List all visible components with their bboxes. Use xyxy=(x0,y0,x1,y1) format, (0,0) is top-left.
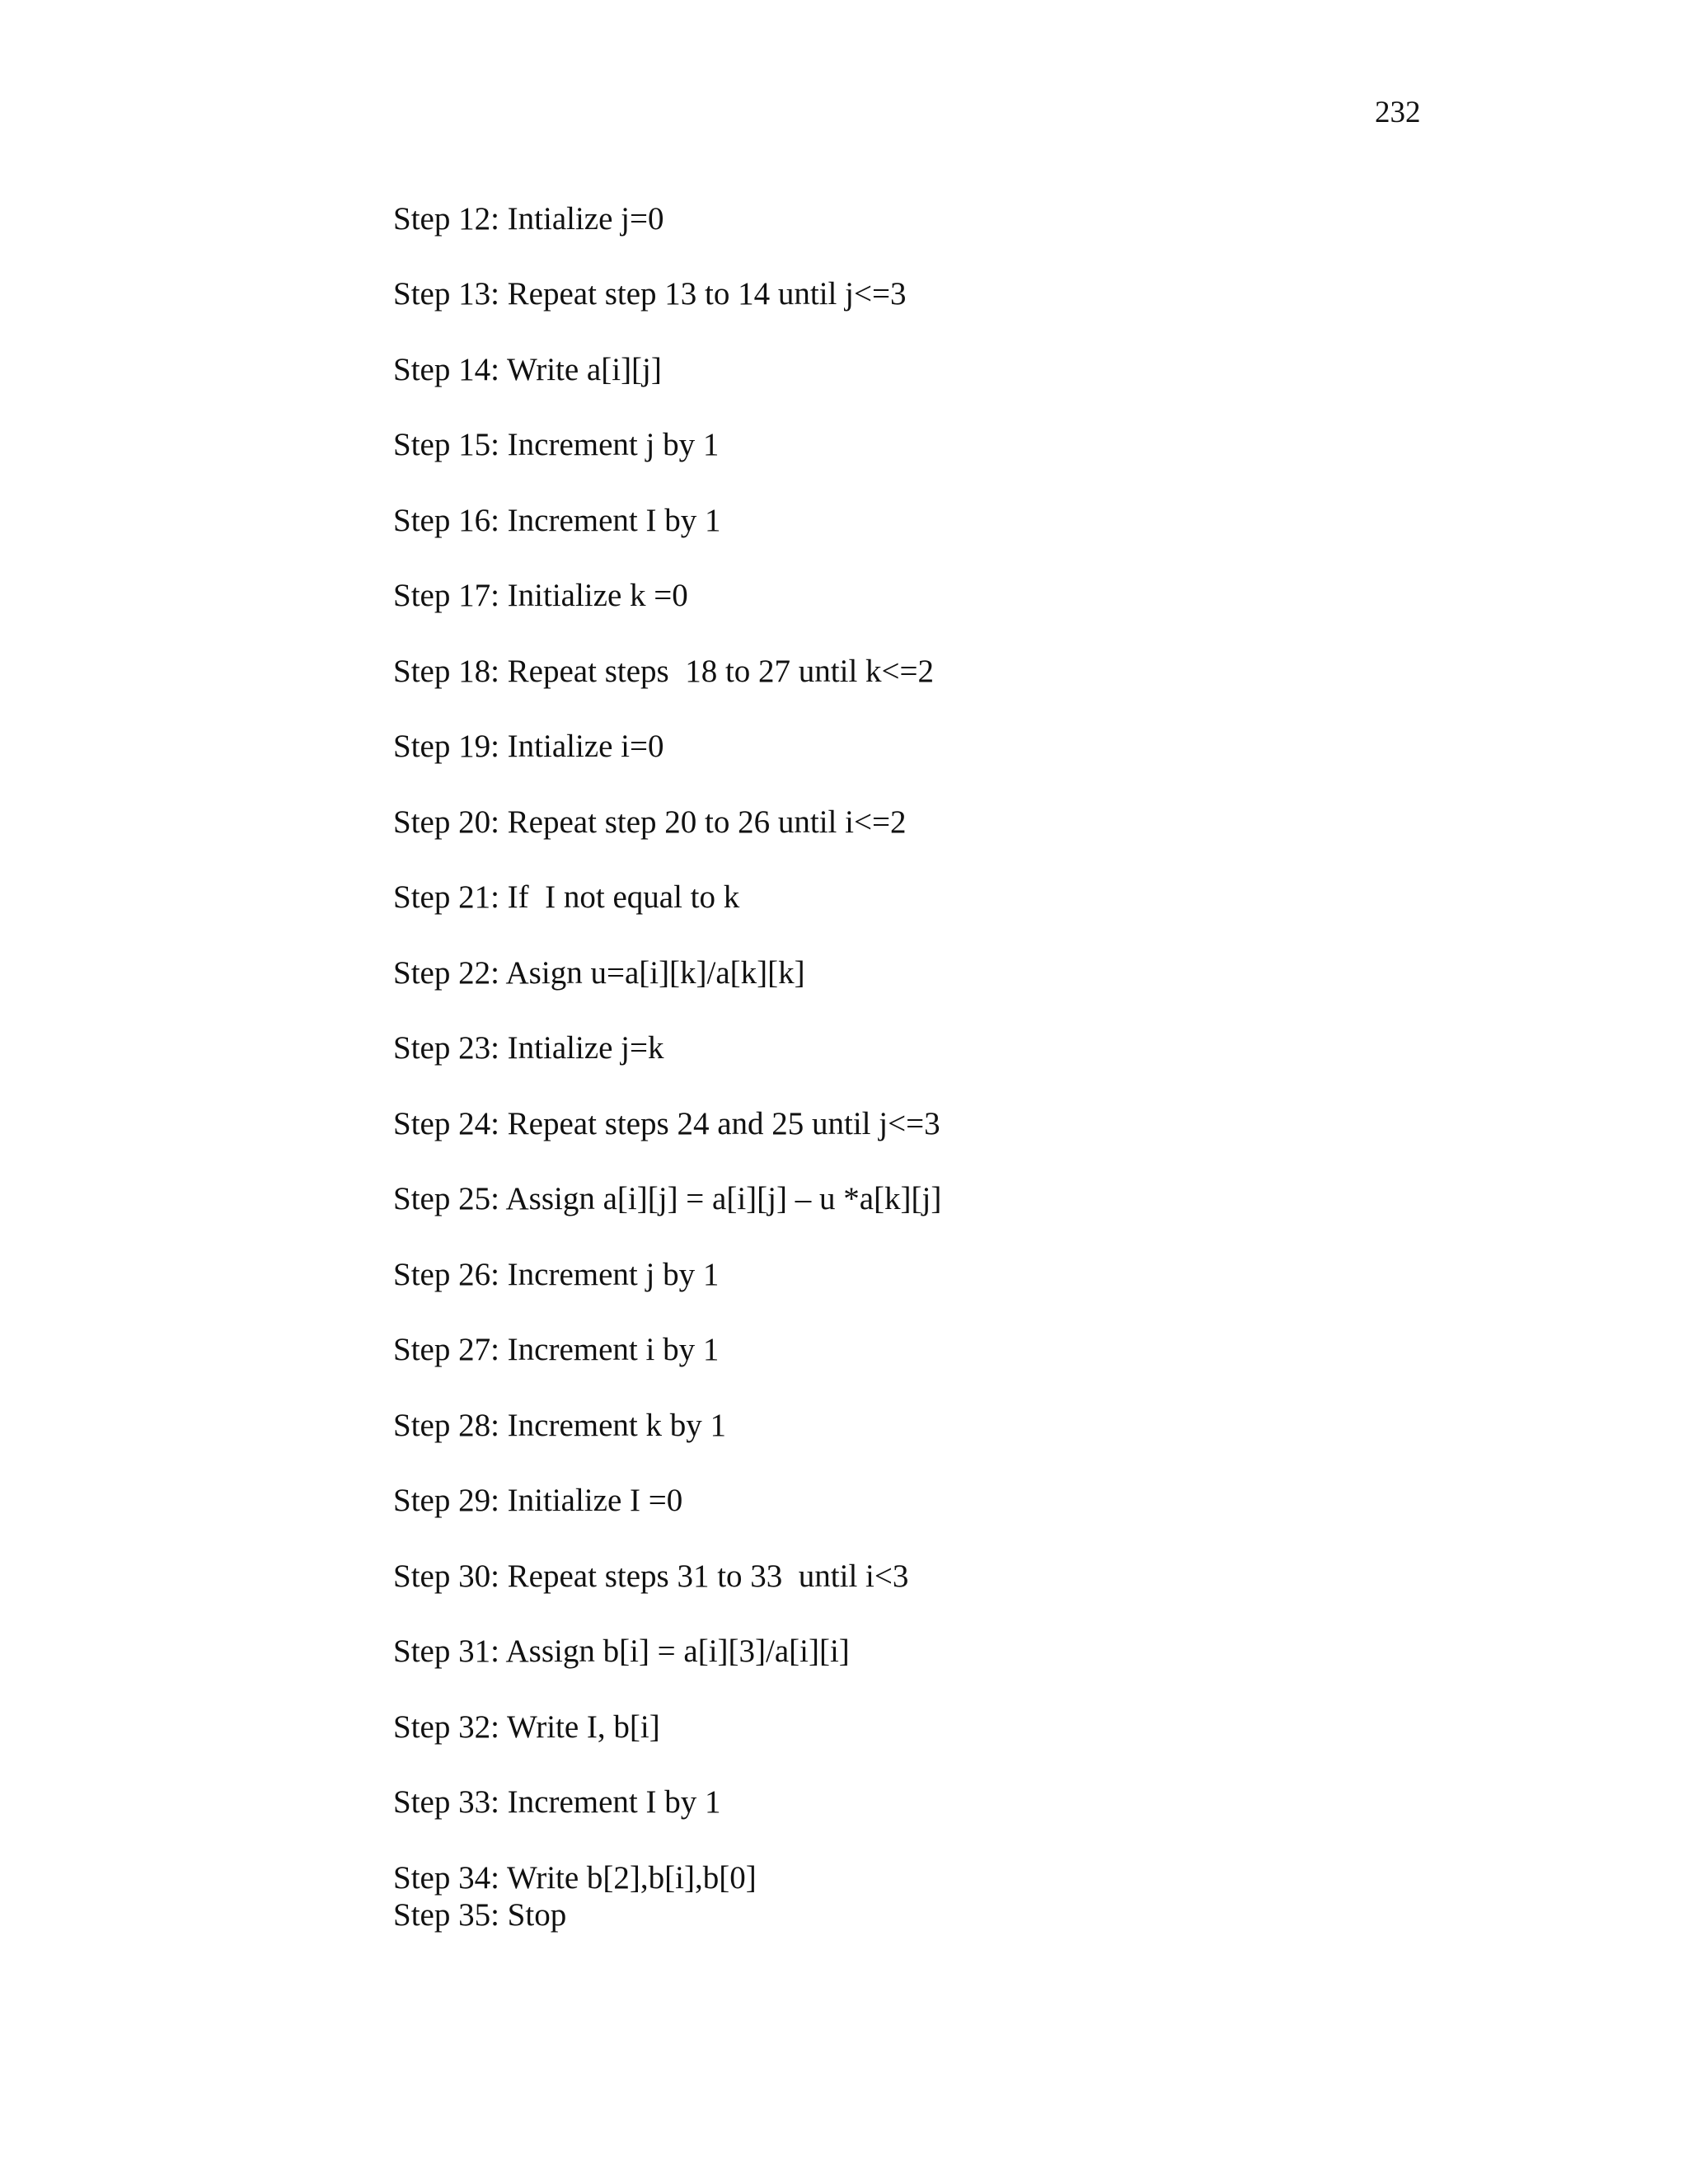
step-14: Step 14: Write a[i][j] xyxy=(393,352,662,387)
step-30: Step 30: Repeat steps 31 to 33 until i<3 xyxy=(393,1558,909,1594)
step-21: Step 21: If I not equal to k xyxy=(393,879,740,915)
step-34: Step 34: Write b[2],b[i],b[0] xyxy=(393,1860,757,1896)
step-31: Step 31: Assign b[i] = a[i][3]/a[i][i] xyxy=(393,1633,850,1669)
step-22: Step 22: Asign u=a[i][k]/a[k][k] xyxy=(393,955,805,991)
step-33: Step 33: Increment I by 1 xyxy=(393,1784,721,1820)
step-25: Step 25: Assign a[i][j] = a[i][j] – u *a[k][j] xyxy=(393,1181,942,1216)
step-16: Step 16: Increment I by 1 xyxy=(393,503,721,538)
step-23: Step 23: Intialize j=k xyxy=(393,1030,664,1066)
step-17: Step 17: Initialize k =0 xyxy=(393,578,688,613)
step-26: Step 26: Increment j by 1 xyxy=(393,1257,720,1292)
step-13: Step 13: Repeat step 13 to 14 until j<=3 xyxy=(393,276,907,312)
step-28: Step 28: Increment k by 1 xyxy=(393,1408,726,1443)
step-12: Step 12: Intialize j=0 xyxy=(393,201,664,237)
step-27: Step 27: Increment i by 1 xyxy=(393,1332,720,1367)
step-18: Step 18: Repeat steps 18 to 27 until k<=2 xyxy=(393,654,935,689)
step-24: Step 24: Repeat steps 24 and 25 until j<=3 xyxy=(393,1106,940,1141)
step-35: Step 35: Stop xyxy=(393,1897,567,1933)
step-15: Step 15: Increment j by 1 xyxy=(393,427,720,462)
step-29: Step 29: Initialize I =0 xyxy=(393,1483,683,1518)
page-number: 232 xyxy=(1375,96,1421,129)
step-32: Step 32: Write I, b[i] xyxy=(393,1709,660,1745)
step-19: Step 19: Intialize i=0 xyxy=(393,729,664,764)
step-20: Step 20: Repeat step 20 to 26 until i<=2 xyxy=(393,804,907,840)
